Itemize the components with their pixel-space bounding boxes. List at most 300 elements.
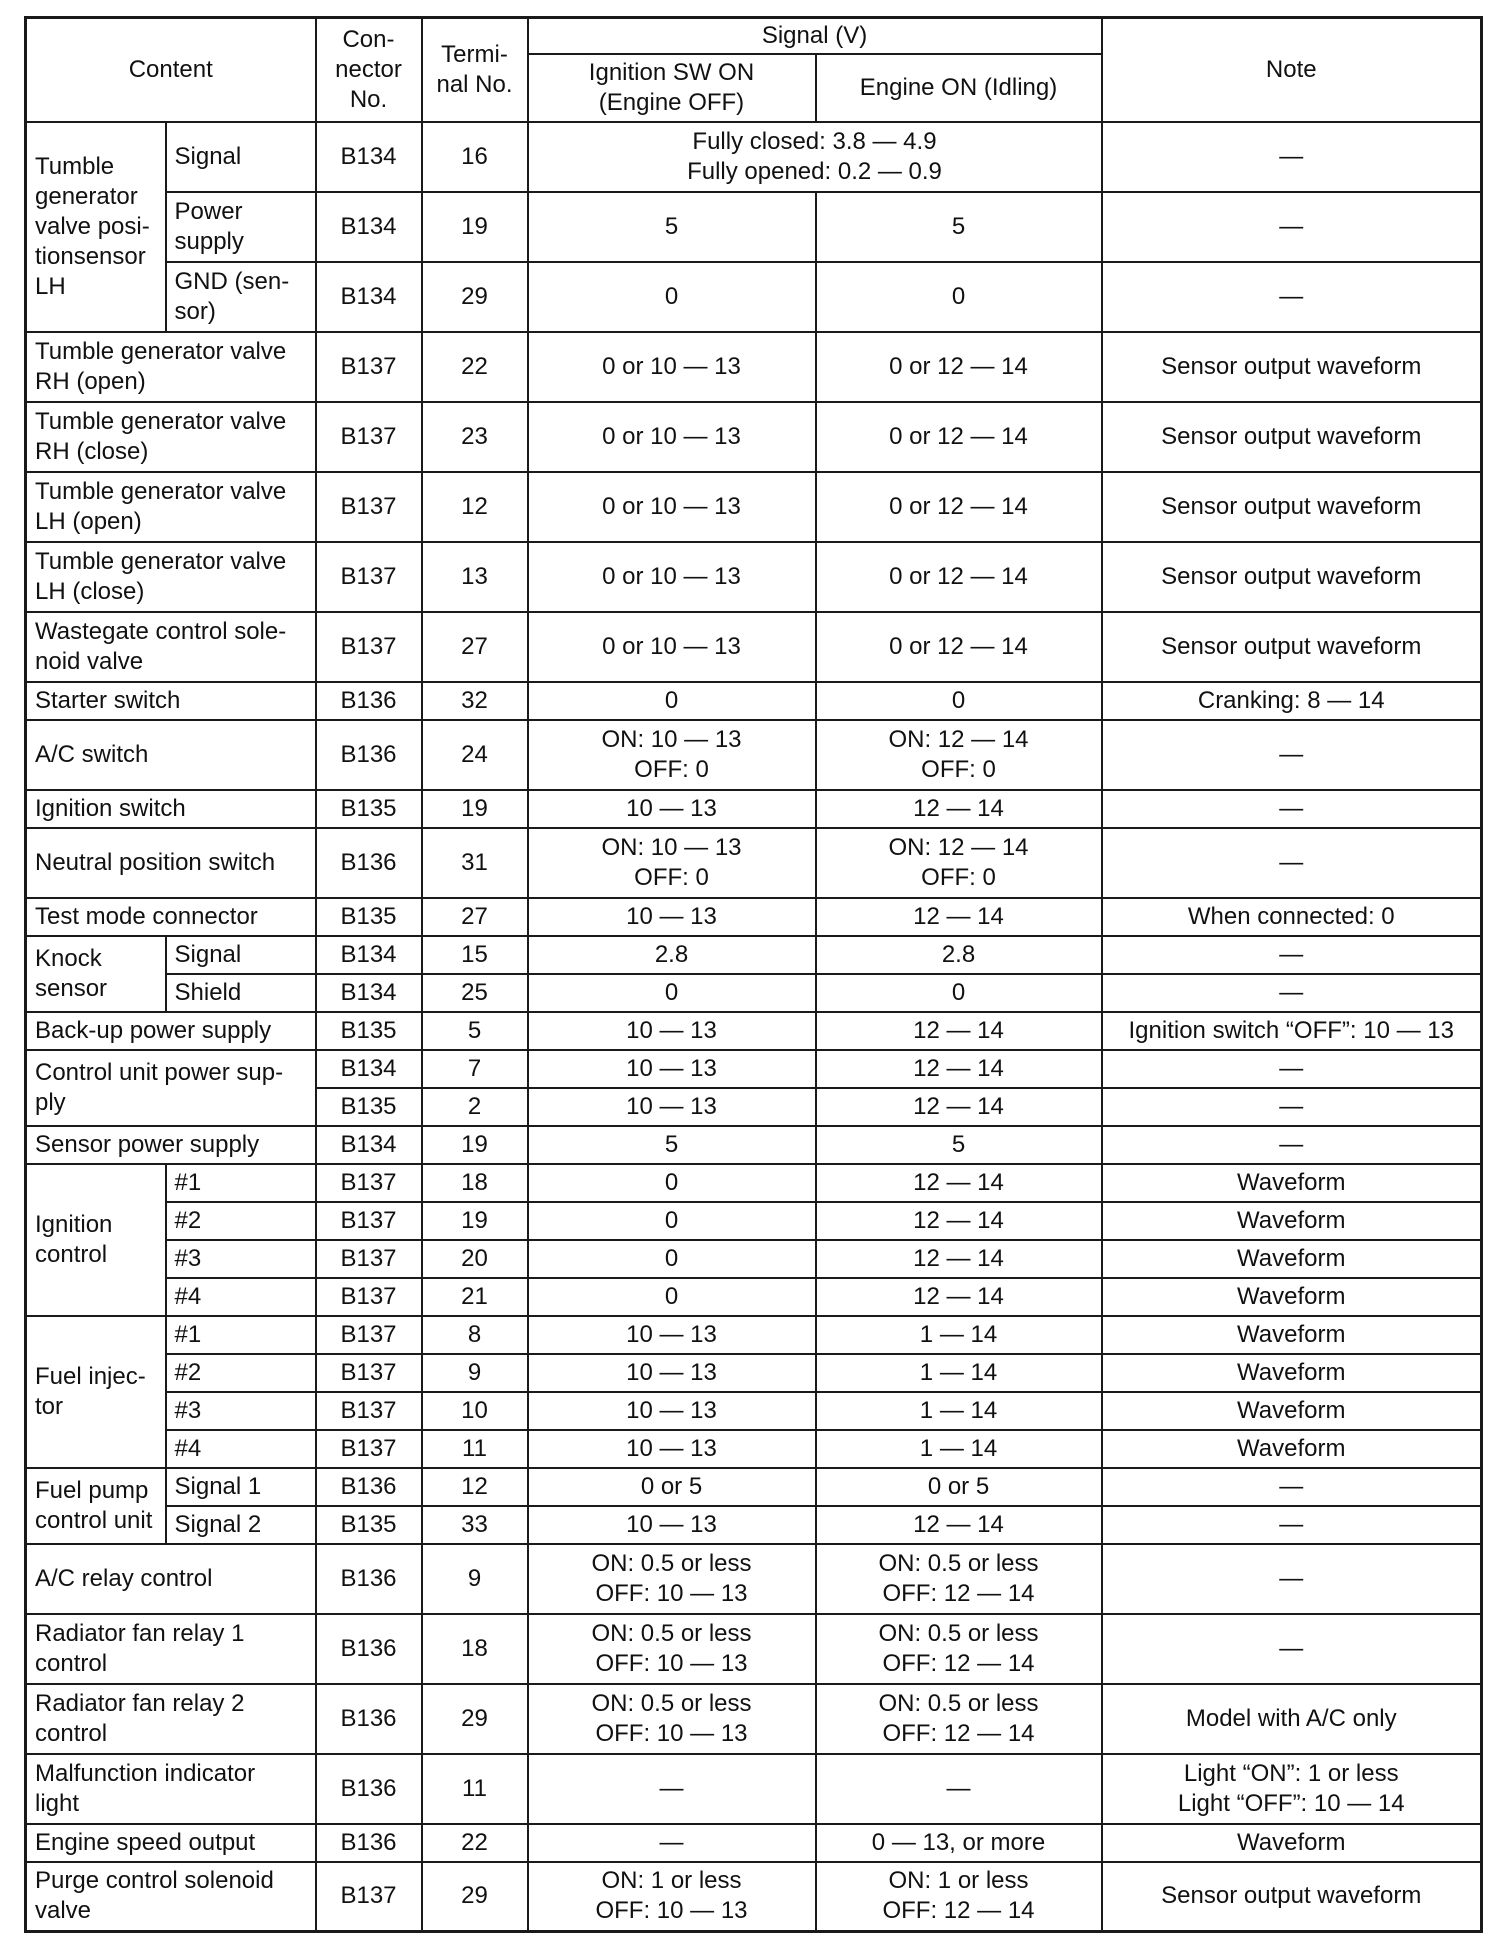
terminal-cell: [422, 402, 528, 472]
table-row: [26, 262, 1482, 332]
terminal-cell: [422, 542, 528, 612]
row-sublabel: [166, 974, 316, 1012]
signal-ignition-on-cell-text: 0 or 10 — 13: [602, 422, 741, 450]
terminal-cell-text: 24: [461, 740, 488, 768]
row-label: [26, 542, 316, 612]
row-sublabel: [166, 1278, 316, 1316]
signal-ignition-on-cell: [528, 1392, 816, 1430]
terminal-cell: [422, 1392, 528, 1430]
terminal-cell-text: 11: [462, 1774, 487, 1802]
connector-cell-text: B134: [340, 978, 397, 1006]
note-cell-text: —: [1279, 794, 1304, 822]
note-cell: [1102, 1684, 1482, 1754]
terminal-cell-text: 21: [461, 1282, 488, 1310]
note-cell: [1102, 1050, 1482, 1088]
note-cell: [1102, 1164, 1482, 1202]
terminal-cell: [422, 472, 528, 542]
group-tgv-position-sensor-text: Tumble generator valve posi- tionsensor LH: [35, 152, 150, 300]
connector-cell: [316, 1506, 422, 1544]
group-control-unit-power-text: Control unit power sup- ply: [35, 1058, 284, 1116]
terminal-cell-text: 27: [461, 902, 488, 930]
terminal-cell-text: 25: [461, 978, 488, 1006]
row-label: [26, 1754, 316, 1824]
note-cell: [1102, 1316, 1482, 1354]
row-label-text: Tumble generator valve RH (close): [35, 407, 287, 465]
note-cell-text: Sensor output waveform: [1161, 632, 1422, 660]
signal-ignition-on-cell: [528, 790, 816, 828]
connector-cell: [316, 472, 422, 542]
note-cell-text: Sensor output waveform: [1161, 492, 1422, 520]
note-cell-text: —: [1279, 978, 1304, 1006]
signal-ignition-on-cell-text: 0: [664, 978, 679, 1006]
row-label-text: Radiator fan relay 2 control: [35, 1689, 245, 1747]
group-tgv-position-sensor: [26, 122, 166, 332]
note-cell: [1102, 790, 1482, 828]
signal-engine-on-cell-text: 12 — 14: [913, 794, 1004, 822]
terminal-cell: [422, 1316, 528, 1354]
row-sublabel: [166, 1240, 316, 1278]
terminal-cell-text: 18: [461, 1168, 488, 1196]
signal-ignition-on-cell: [528, 332, 816, 402]
connector-cell: [316, 262, 422, 332]
signal-engine-on-cell: [816, 1614, 1102, 1684]
signal-engine-on-cell-text: 1 — 14: [919, 1358, 998, 1386]
terminal-cell: [422, 1088, 528, 1126]
signal-ignition-on-cell-text: 0: [664, 282, 679, 310]
connector-cell: [316, 720, 422, 790]
connector-cell-text: B136: [340, 1774, 397, 1802]
row-label: [26, 790, 316, 828]
signal-engine-on-cell: [816, 1202, 1102, 1240]
terminal-cell-text: 5: [467, 1016, 482, 1044]
terminal-cell: [422, 682, 528, 720]
table-row: [26, 828, 1482, 898]
signal-ignition-on-cell-text: 5: [664, 1130, 679, 1158]
note-cell: [1102, 122, 1482, 192]
signal-ignition-on-cell: [528, 192, 816, 262]
signal-engine-on-cell-text: 1 — 14: [919, 1434, 998, 1462]
table-row: [26, 1240, 1482, 1278]
note-cell-text: Model with A/C only: [1185, 1704, 1397, 1732]
note-cell-text: Waveform: [1237, 1168, 1346, 1196]
note-cell-text: Waveform: [1237, 1828, 1346, 1856]
connector-cell-text: B137: [340, 1434, 397, 1462]
signal-engine-on-cell-text: 0 or 12 — 14: [889, 562, 1028, 590]
note-cell-text: Waveform: [1237, 1434, 1346, 1462]
row-sublabel-text: #4: [174, 1434, 202, 1462]
signal-engine-on-cell-text: 0 or 12 — 14: [889, 422, 1028, 450]
connector-cell-text: B134: [340, 940, 397, 968]
row-label-text: Wastegate control sole- noid valve: [35, 617, 287, 675]
connector-cell-text: B137: [340, 1320, 397, 1348]
header-content-text: Content: [128, 55, 213, 83]
note-cell-text: Waveform: [1237, 1244, 1346, 1272]
group-fuel-pump-control: [26, 1468, 166, 1544]
signal-ignition-on-cell: [528, 1202, 816, 1240]
note-cell: [1102, 1088, 1482, 1126]
signal-engine-on-cell-text: 1 — 14: [919, 1396, 998, 1424]
signal-ignition-on-cell: [528, 1088, 816, 1126]
note-cell: [1102, 1824, 1482, 1862]
signal-merged-cell: [528, 122, 1102, 192]
row-sublabel-text: #1: [174, 1168, 202, 1196]
signal-engine-on-cell-text: 0 or 5: [927, 1472, 990, 1500]
signal-engine-on-cell-text: ON: 12 — 14 OFF: 0: [888, 833, 1029, 891]
row-label: [26, 828, 316, 898]
connector-cell-text: B136: [340, 1564, 397, 1592]
row-sublabel-text: Shield: [174, 978, 242, 1006]
terminal-cell: [422, 1544, 528, 1614]
signal-engine-on-cell-text: ON: 1 or less OFF: 12 — 14: [882, 1867, 1035, 1925]
note-cell-text: Waveform: [1237, 1396, 1346, 1424]
note-cell: [1102, 1240, 1482, 1278]
terminal-cell-text: 9: [467, 1358, 482, 1386]
row-sublabel: [166, 1354, 316, 1392]
connector-cell-text: B137: [340, 1396, 397, 1424]
signal-engine-on-cell: [816, 1468, 1102, 1506]
row-sublabel-text: #1: [174, 1320, 202, 1348]
signal-engine-on-cell-text: 0 or 12 — 14: [889, 632, 1028, 660]
connector-cell: [316, 790, 422, 828]
note-cell: [1102, 1392, 1482, 1430]
signal-engine-on-cell-text: 12 — 14: [913, 1016, 1004, 1044]
terminal-cell-text: 19: [461, 1206, 488, 1234]
connector-cell-text: B137: [340, 1282, 397, 1310]
connector-cell: [316, 974, 422, 1012]
terminal-cell-text: 32: [461, 686, 488, 714]
note-cell-text: —: [1279, 1054, 1304, 1082]
terminal-cell: [422, 790, 528, 828]
terminal-cell: [422, 1430, 528, 1468]
signal-ignition-on-cell: [528, 1468, 816, 1506]
signal-ignition-on-cell: [528, 1544, 816, 1614]
signal-ignition-on-cell: [528, 1126, 816, 1164]
connector-cell-text: B134: [340, 282, 397, 310]
terminal-cell-text: 9: [467, 1564, 482, 1592]
row-label-text: A/C switch: [35, 740, 149, 768]
table-row: [26, 936, 1482, 974]
terminal-cell: [422, 332, 528, 402]
note-cell-text: Waveform: [1237, 1320, 1346, 1348]
connector-cell: [316, 1278, 422, 1316]
connector-cell-text: B135: [340, 1092, 397, 1120]
terminal-cell: [422, 1164, 528, 1202]
signal-engine-on-cell: [816, 332, 1102, 402]
row-sublabel-text: #3: [174, 1396, 202, 1424]
signal-ignition-on-cell: [528, 1278, 816, 1316]
signal-ignition-on-cell: [528, 828, 816, 898]
note-cell-text: —: [1279, 940, 1304, 968]
connector-cell: [316, 1862, 422, 1932]
terminal-cell-text: 16: [461, 142, 488, 170]
signal-ignition-on-cell-text: 10 — 13: [626, 1510, 717, 1538]
terminal-cell-text: 18: [461, 1634, 488, 1662]
note-cell-text: Sensor output waveform: [1161, 352, 1422, 380]
row-label: [26, 1684, 316, 1754]
connector-cell-text: B137: [340, 1358, 397, 1386]
terminal-cell: [422, 720, 528, 790]
note-cell: [1102, 1430, 1482, 1468]
header-signal-text: Signal (V): [761, 21, 868, 49]
connector-cell: [316, 1354, 422, 1392]
header-content: [26, 18, 316, 122]
signal-ignition-on-cell-text: 10 — 13: [626, 1016, 717, 1044]
connector-cell: [316, 1316, 422, 1354]
row-label: [26, 1012, 316, 1050]
signal-ignition-on-cell-text: 0: [664, 1206, 679, 1234]
row-sublabel: [166, 1430, 316, 1468]
terminal-cell-text: 19: [461, 212, 488, 240]
note-cell-text: —: [1279, 1092, 1304, 1120]
group-control-unit-power: [26, 1050, 316, 1126]
group-knock-sensor: [26, 936, 166, 1012]
row-sublabel: [166, 1468, 316, 1506]
row-sublabel: [166, 1202, 316, 1240]
signal-engine-on-cell-text: 0 — 13, or more: [871, 1828, 1046, 1856]
note-cell-text: —: [1279, 1510, 1304, 1538]
row-label: [26, 332, 316, 402]
group-fuel-injector: [26, 1316, 166, 1468]
row-sublabel-text: GND (sen- sor): [174, 267, 290, 325]
table-row: [26, 192, 1482, 262]
note-cell: [1102, 1862, 1482, 1932]
signal-engine-on-cell: [816, 1012, 1102, 1050]
note-cell: [1102, 192, 1482, 262]
signal-engine-on-cell: [816, 720, 1102, 790]
connector-cell-text: B137: [340, 352, 397, 380]
signal-engine-on-cell: [816, 542, 1102, 612]
terminal-cell-text: 23: [461, 422, 488, 450]
signal-engine-on-cell-text: —: [946, 1774, 971, 1802]
connector-cell: [316, 828, 422, 898]
terminal-cell: [422, 1754, 528, 1824]
row-sublabel-text: Signal: [174, 142, 242, 170]
terminal-cell-text: 8: [467, 1320, 482, 1348]
row-label: [26, 720, 316, 790]
terminal-cell: [422, 1614, 528, 1684]
signal-ignition-on-cell-text: 0 or 5: [640, 1472, 703, 1500]
connector-cell-text: B136: [340, 1828, 397, 1856]
signal-ignition-on-cell: [528, 1684, 816, 1754]
signal-ignition-on-cell-text: ON: 0.5 or less OFF: 10 — 13: [591, 1549, 752, 1607]
table-row: [26, 1684, 1482, 1754]
signal-ignition-on-cell: [528, 1614, 816, 1684]
header-note-text: Note: [1265, 55, 1317, 83]
connector-cell: [316, 1240, 422, 1278]
terminal-cell-text: 10: [461, 1396, 488, 1424]
connector-cell-text: B137: [340, 1168, 397, 1196]
signal-engine-on-cell-text: 12 — 14: [913, 1510, 1004, 1538]
terminal-cell-text: 22: [461, 352, 488, 380]
signal-engine-on-cell-text: 12 — 14: [913, 1054, 1004, 1082]
signal-engine-on-cell: [816, 790, 1102, 828]
signal-ignition-on-cell-text: 0: [664, 1168, 679, 1196]
note-cell-text: —: [1279, 1472, 1304, 1500]
signal-ignition-on-cell: [528, 1824, 816, 1862]
connector-cell: [316, 192, 422, 262]
row-sublabel-text: #2: [174, 1206, 202, 1234]
connector-cell-text: B136: [340, 1634, 397, 1662]
note-cell-text: Waveform: [1237, 1282, 1346, 1310]
row-sublabel: [166, 936, 316, 974]
table-row: [26, 720, 1482, 790]
row-sublabel: [166, 262, 316, 332]
connector-cell: [316, 936, 422, 974]
signal-engine-on-cell: [816, 1430, 1102, 1468]
header-signal: [528, 18, 1102, 54]
group-ignition-control: [26, 1164, 166, 1316]
signal-ignition-on-cell-text: 10 — 13: [626, 794, 717, 822]
signal-engine-on-cell: [816, 1862, 1102, 1932]
signal-engine-on-cell: [816, 828, 1102, 898]
row-label-text: Sensor power supply: [35, 1130, 260, 1158]
signal-ignition-on-cell: [528, 720, 816, 790]
table-row: [26, 790, 1482, 828]
row-label-text: Test mode connector: [35, 902, 258, 930]
group-knock-sensor-text: Knock sensor: [35, 944, 108, 1002]
note-cell-text: —: [1279, 282, 1304, 310]
table-row: [26, 332, 1482, 402]
connector-cell-text: B136: [340, 686, 397, 714]
signal-merged-cell-text: Fully closed: 3.8 — 4.9 Fully opened: 0.2 — 0.9: [687, 127, 942, 185]
connector-cell: [316, 1050, 422, 1088]
row-label: [26, 1126, 316, 1164]
signal-ignition-on-cell: [528, 936, 816, 974]
table-row: [26, 1316, 1482, 1354]
connector-cell-text: B135: [340, 1510, 397, 1538]
signal-engine-on-cell: [816, 612, 1102, 682]
row-label-text: Ignition switch: [35, 794, 186, 822]
connector-cell: [316, 1202, 422, 1240]
signal-engine-on-cell: [816, 1088, 1102, 1126]
signal-engine-on-cell-text: 0: [951, 978, 966, 1006]
signal-ignition-on-cell-text: 10 — 13: [626, 1396, 717, 1424]
signal-ignition-on-cell: [528, 1862, 816, 1932]
connector-cell-text: B137: [340, 1206, 397, 1234]
connector-cell: [316, 612, 422, 682]
note-cell-text: —: [1279, 1564, 1304, 1592]
table-row: [26, 1050, 1482, 1088]
signal-engine-on-cell: [816, 898, 1102, 936]
table-row: [26, 1824, 1482, 1862]
table-row: [26, 1544, 1482, 1614]
signal-ignition-on-cell: [528, 1354, 816, 1392]
signal-engine-on-cell-text: 5: [951, 212, 966, 240]
row-sublabel: [166, 1506, 316, 1544]
terminal-cell: [422, 122, 528, 192]
header-engine-on: [816, 54, 1102, 122]
connector-cell-text: B134: [340, 212, 397, 240]
note-cell-text: Ignition switch “OFF”: 10 — 13: [1128, 1016, 1454, 1044]
header-note: [1102, 18, 1482, 122]
terminal-cell: [422, 192, 528, 262]
signal-engine-on-cell-text: 12 — 14: [913, 1244, 1004, 1272]
connector-cell: [316, 1614, 422, 1684]
row-label: [26, 1824, 316, 1862]
row-label-text: A/C relay control: [35, 1564, 213, 1592]
signal-engine-on-cell: [816, 682, 1102, 720]
note-cell-text: —: [1279, 740, 1304, 768]
signal-engine-on-cell: [816, 1240, 1102, 1278]
row-label: [26, 472, 316, 542]
note-cell-text: Sensor output waveform: [1161, 562, 1422, 590]
header-row-1: [26, 18, 1482, 54]
connector-cell: [316, 542, 422, 612]
terminal-cell-text: 15: [461, 940, 488, 968]
header-connector-text: Con- nector No.: [335, 25, 402, 113]
terminal-cell: [422, 1684, 528, 1754]
terminal-cell: [422, 1506, 528, 1544]
signal-ignition-on-cell-text: ON: 0.5 or less OFF: 10 — 13: [591, 1619, 752, 1677]
note-cell: [1102, 974, 1482, 1012]
row-sublabel: [166, 122, 316, 192]
signal-ignition-on-cell-text: 0 or 10 — 13: [602, 632, 741, 660]
note-cell: [1102, 542, 1482, 612]
signal-ignition-on-cell-text: —: [659, 1828, 684, 1856]
connector-cell: [316, 1544, 422, 1614]
connector-cell-text: B135: [340, 902, 397, 930]
signal-ignition-on-cell-text: ON: 0.5 or less OFF: 10 — 13: [591, 1689, 752, 1747]
note-cell: [1102, 1126, 1482, 1164]
signal-ignition-on-cell: [528, 1430, 816, 1468]
signal-engine-on-cell: [816, 1164, 1102, 1202]
note-cell: [1102, 936, 1482, 974]
connector-cell-text: B137: [340, 1882, 397, 1910]
signal-engine-on-cell-text: 0 or 12 — 14: [889, 492, 1028, 520]
note-cell: [1102, 1614, 1482, 1684]
signal-engine-on-cell-text: 12 — 14: [913, 1168, 1004, 1196]
signal-ignition-on-cell-text: 0 or 10 — 13: [602, 492, 741, 520]
row-sublabel-text: Power supply: [174, 197, 244, 255]
terminal-cell-text: 22: [461, 1828, 488, 1856]
row-sublabel: [166, 1392, 316, 1430]
signal-engine-on-cell-text: ON: 0.5 or less OFF: 12 — 14: [878, 1619, 1039, 1677]
header-ignition-sw-on-text: Ignition SW ON (Engine OFF): [588, 58, 755, 116]
signal-engine-on-cell: [816, 1126, 1102, 1164]
row-label: [26, 612, 316, 682]
terminal-cell: [422, 262, 528, 332]
signal-engine-on-cell: [816, 936, 1102, 974]
signal-ignition-on-cell: [528, 262, 816, 332]
terminal-cell: [422, 1202, 528, 1240]
row-sublabel: [166, 1316, 316, 1354]
note-cell-text: Sensor output waveform: [1161, 422, 1422, 450]
signal-ignition-on-cell-text: 0: [664, 1282, 679, 1310]
connector-cell: [316, 1012, 422, 1050]
note-cell: [1102, 1354, 1482, 1392]
terminal-cell: [422, 1126, 528, 1164]
connector-cell-text: B136: [340, 740, 397, 768]
note-cell-text: When connected: 0: [1187, 902, 1395, 930]
connector-cell-text: B134: [340, 1054, 397, 1082]
ecm-terminal-signal-table: [24, 16, 1483, 1933]
connector-cell-text: B137: [340, 422, 397, 450]
table-row: [26, 1278, 1482, 1316]
table-row: [26, 682, 1482, 720]
terminal-cell: [422, 936, 528, 974]
signal-engine-on-cell: [816, 1354, 1102, 1392]
signal-ignition-on-cell: [528, 682, 816, 720]
terminal-cell-text: 7: [467, 1054, 482, 1082]
table-row: [26, 1126, 1482, 1164]
terminal-cell-text: 33: [461, 1510, 488, 1538]
header-engine-on-text: Engine ON (Idling): [859, 73, 1058, 101]
terminal-cell-text: 2: [467, 1092, 482, 1120]
connector-cell: [316, 1088, 422, 1126]
group-fuel-pump-control-text: Fuel pump control unit: [35, 1476, 153, 1534]
row-label-text: Radiator fan relay 1 control: [35, 1619, 245, 1677]
note-cell: [1102, 1544, 1482, 1614]
